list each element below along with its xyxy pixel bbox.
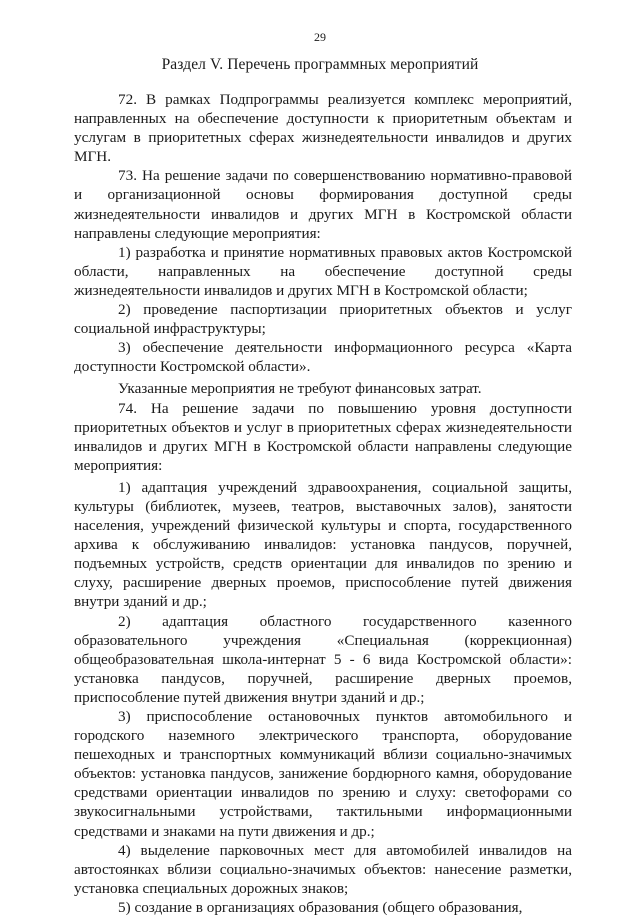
list-item-73-1: 1) разработка и принятие нормативных правовых актов Костромской области, направленных на обеспечение доступной среды жизнедеятельности инвалидов и других МГН в Костромской области; — [74, 243, 572, 299]
financing-note: Указанные мероприятия не требуют финансовых затрат. — [118, 380, 482, 398]
paragraph-73: 73. На решение задачи по совершенствованию нормативно-правовой и организационной основы формирования доступной среды жизнедеятельности инвалидов и других МГН в Костромской области направлены следующие мероприятия: — [74, 167, 572, 242]
list-item-74-2: 2) адаптация областного государственного казенного образовательного учреждения «Специальная (коррекционная) общеобразовательная школа-интернат 5 - 6 вида Костромской области»: установка пандусов, поручней, расширение дверных проемов, приспособление путей движения внутри зданий и др.; — [74, 612, 572, 706]
list-item-73-2: 2) проведение паспортизации приоритетных объектов и услуг социальной инфраструктуры; — [74, 301, 572, 338]
document-body — [74, 90, 572, 917]
list-item-73-3: 3) обеспечение деятельности информационного ресурса «Карта доступности Костромской области». — [74, 339, 572, 376]
list-item-74-1: 1) адаптация учреждений здравоохранения, социальной защиты, культуры (библиотек, музеев, театров, выставочных залов), занятости населения, учреждений физической культуры и спорта, государственного архива к обслуживанию инвалидов: установка пандусов, поручней, подъемных устройств, средств ориентации для инвалидов по зрению и слуху, расширение дверных проемов, приспособление путей движения внутри зданий и др.; — [74, 478, 572, 611]
paragraph-74: 74. На решение задачи по повышению уровня доступности приоритетных объектов и услуг в приоритетных сферах жизнедеятельности инвалидов и других МГН в Костромской области направлены следующие мероприятия: — [74, 399, 572, 474]
section-title: Раздел V. Перечень программных мероприятий — [161, 56, 479, 73]
list-item-74-4: 4) выделение парковочных мест для автомобилей инвалидов на автостоянках вблизи социально-значимых объектов: нанесение разметки, установка специальных дорожных знаков; — [74, 841, 572, 897]
list-item-74-5: 5) создание в организациях образования (общего образования, — [118, 898, 523, 916]
list-item-74-3: 3) приспособление остановочных пунктов автомобильного и городского наземного электрического транспорта, оборудование пешеходных и транспортных коммуникаций вблизи социально-значимых объектов: установка пандусов, занижение бордюрного камня, оборудование средствами ориентации инвалидов по зрению и слуху: светофорами со звукосигнальными устройствами, тактильными информационными средствами и знаками на пути движения и др.; — [74, 708, 572, 840]
paragraph-72: 72. В рамках Подпрограммы реализуется комплекс мероприятий, направленных на обеспечение доступности к приоритетным объектам и услугам в приоритетных сферах жизнедеятельности инвалидов и других МГН. — [74, 91, 572, 166]
page-number: 29 — [314, 30, 326, 44]
